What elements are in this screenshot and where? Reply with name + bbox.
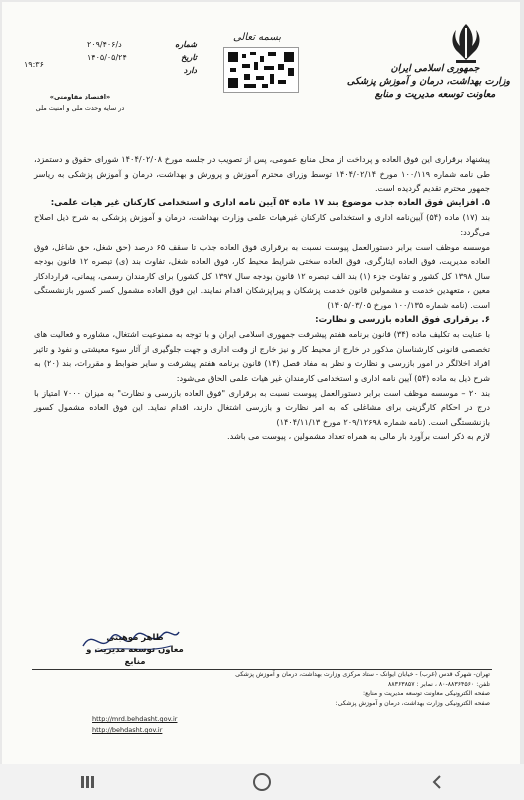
meta-label: دارد: [183, 66, 197, 75]
paragraph-1: پیشنهاد برقراری این فوق العاده و پرداخت از محل منابع عمومی، پس از تصویب در جلسه مورخ ۱۴۰۴/۰۲/۰۸ شورای حقوق و دستمزد، طی نامه شماره ۱۰۰/۱۱۹ مورخ ۱۴۰۴/۰۲/۱۴ توسط وزرای محترم آموزش و پرورش و بهداشت، درمان و آموزش پزشکی به ریاسر جمهور محترم تقدیم گردیده است.: [34, 154, 490, 194]
system-nav-bar: [0, 764, 524, 800]
slogan-sub: در سایه وحدت ملی و امنیت ملی: [35, 104, 125, 112]
meta-number: [87, 38, 197, 51]
meta-value: د/۲۰۹/۴۰۶: [87, 40, 122, 49]
slogan-title: «اقتصاد مقاومتی»: [49, 93, 111, 101]
signer-title: معاون توسعه مدیریت و منابع: [86, 645, 184, 667]
qr-code-icon: [224, 48, 298, 92]
recents-button[interactable]: [76, 771, 98, 793]
signature-block: [75, 632, 195, 668]
paragraph-6: لازم به ذکر است برآورد بار مالی به همراه تعداد مشمولین ، پیوست می باشد.: [227, 431, 490, 442]
meta-value: ۱۴۰۵/۰۵/۲۴: [87, 53, 127, 62]
paragraph-5: بند ۲۰ – موسسه موظف است برابر دستورالعمل پیوست نسبت به برقراری "فوق العاده بازرسی و نظارت" به میزان ۷۰۰۰ امتیاز با درج در احکام کارگزینی برای مشاغلی که به امر نظارت و بازرسی اشتغال دارند، اقدام نماید. این فوق العاده مشمول کسور بازنشستگی است. (نامه شماره ۲۰۹/۱۲۶۹۸ مورخ ۱۴۰۴/۱۱/۱۳): [34, 387, 490, 427]
paragraph-4: با عنایت به تکلیف ماده (۳۴) قانون برنامه هفتم پیشرفت جمهوری اسلامی ایران و با توجه به ممنوعیت اشتغال، مشاوره و فعالیت های تخصصی قانونی کارشناسان مذکور در خارج از محیط کار و نیز خارج از وقت اداری و جهت جلوگیری از آثار سوء معیشتی و نفوذ و تاثیر افراد اخلالگر در امور بازرسی و نظارت و نظر به مفاد فصل (۱۴) قانون برنامه هفتم پیشرفت و سایر ضوابط و مقررات، بند (۲۰) به شرح ذیل به ماده (۵۴) آیین نامه اداری و استخدامی کارمندان غیر هیات علمی الحاق می‌شود:: [34, 329, 491, 383]
meta-label: تاریخ: [181, 53, 197, 62]
meta-attachment: [87, 64, 197, 77]
footer-contact: [150, 670, 490, 708]
back-button[interactable]: [426, 771, 448, 793]
letter-page: [2, 2, 520, 764]
bismillah: بسمه تعالی: [232, 32, 282, 43]
iran-emblem-icon: [446, 20, 486, 66]
footer-phone: تلفن: ۸۸۳۶۴۵۶۰-۸۰ ، نمابر : ۸۸۳۶۳۸۵۷: [387, 680, 490, 688]
letter-meta: [87, 38, 197, 77]
signer-name: طاهر موهبتی: [106, 633, 164, 643]
ministry-line-2: وزارت بهداشت، درمان و آموزش پزشکی: [346, 76, 510, 87]
home-icon: [252, 772, 272, 792]
footer-address: تهران- شهرک قدس (غرب) - خیابان ایوانک - ستاد مرکزی وزارت بهداشت، درمان و آموزش پزشکی: [235, 671, 490, 678]
letter-body: [34, 152, 490, 444]
ministry-title: [346, 62, 510, 101]
ministry-line-1: جمهوری اسلامی ایران: [390, 63, 480, 74]
footer-links: [92, 714, 212, 736]
meta-date: [87, 51, 197, 64]
corner-number: ۱۹:۳۶: [24, 60, 44, 69]
section-6-heading: ۶. برقراری فوق العاده بازرسی و نظارت:: [315, 314, 490, 325]
paragraph-2: بند (۱۷) ماده (۵۴) آیین‌نامه اداری و استخدامی کارکنان غیرهیات علمی وزارت بهداشت، درمان و آموزش پزشکی به شرح ذیل اصلاح می‌گردد:: [34, 212, 490, 237]
link-behdasht[interactable]: http://behdasht.gov.ir: [92, 726, 163, 734]
footer-web1-label: صفحه الکترونیکی معاونت توسعه مدیریت و منابع:: [363, 690, 490, 697]
paragraph-3: موسسه موظف است برابر دستورالعمل پیوست نسبت به برقراری فوق العاده جذب تا سقف ۶۵ درصد (حق شغل، حق شاغل، فوق العاده مدیریت، فوق العاده ایثارگری، فوق العاده سختی شرایط محیط کار، فوق العاده شغل، تفاوت بند (ی) تبصره ۱۲ قانون بودجه سال ۱۳۹۸ کل کشور و تفاوت جزء (۱) بند الف تبصره ۱۲ قانون بودجه سال ۱۳۹۷ کل کشور) برای کارمندان رسمی، پیمانی، قراردادکار معین ، متعهدین خدمت و مشمولین قانون خدمت پزشکان و پیراپزشکان اقدام نمایند. این فوق العاده مشمول کسر کسور بازنشستگی است. (نامه شماره ۱۰۰/۱۳۵ مورخ ۱۴۰۵/۰۳/۰۵): [34, 241, 490, 310]
ministry-line-3: معاونت توسعه مدیریت و منابع: [374, 89, 496, 100]
section-5-heading: ۵. افزایش فوق العاده جذب موضوع بند ۱۷ ماده ۵۴ آیین نامه اداری و استخدامی کارکنان غیر هیات علمی:: [50, 197, 490, 208]
slogan: [30, 92, 130, 114]
link-mrd[interactable]: http://mrd.behdasht.gov.ir: [92, 715, 178, 723]
meta-label: شماره: [175, 40, 197, 49]
back-chevron-icon: [429, 774, 445, 790]
home-button[interactable]: [251, 771, 273, 793]
recents-icon: [79, 774, 95, 790]
footer-web2-label: صفحه الکترونیکی وزارت بهداشت، درمان و آموزش پزشکی:: [335, 699, 490, 707]
